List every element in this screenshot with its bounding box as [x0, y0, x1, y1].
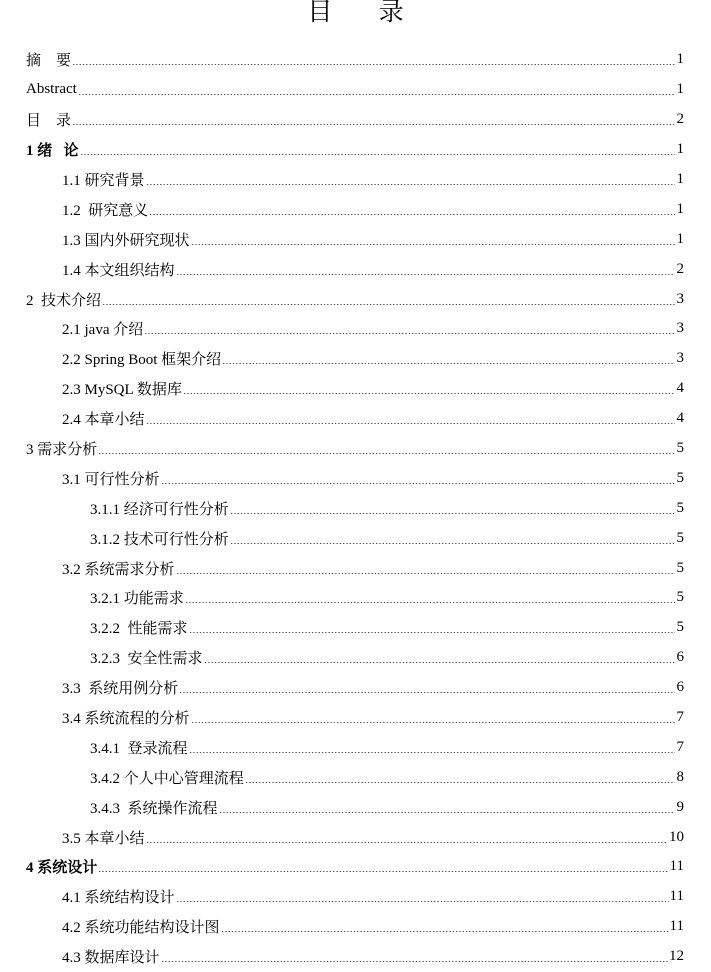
toc-entry-label: 4 系统设计	[26, 860, 98, 877]
toc-entry-label: 3.2.2 性能需求	[90, 621, 188, 638]
toc-entry[interactable]	[0, 314, 711, 344]
dot-leader	[146, 184, 675, 185]
toc-entry-page-number: 1	[676, 200, 684, 217]
toc-entry-page-number: 5	[676, 499, 684, 516]
toc-entry[interactable]	[0, 613, 711, 643]
toc-entry-label: 4.3 数据库设计	[62, 950, 160, 967]
dot-leader	[191, 244, 675, 245]
toc-entry-label: 3.4.3 系统操作流程	[90, 800, 218, 817]
toc-entry[interactable]	[0, 194, 711, 224]
toc-entry-page-number: 9	[676, 798, 684, 815]
toc-entry[interactable]	[0, 404, 711, 434]
toc-entry-page-number: 6	[676, 649, 684, 666]
toc-entry[interactable]	[0, 45, 711, 75]
toc-entry[interactable]	[0, 703, 711, 733]
toc-entry-label: 3.4.1 登录流程	[90, 740, 188, 757]
dot-leader	[102, 304, 675, 305]
toc-entry[interactable]	[0, 523, 711, 553]
dot-leader	[72, 64, 675, 65]
dot-leader	[161, 961, 668, 962]
dot-leader	[146, 842, 668, 843]
toc-entry-page-number: 8	[676, 768, 684, 785]
dot-leader	[222, 363, 675, 364]
dot-leader	[176, 573, 675, 574]
dot-leader	[183, 393, 675, 394]
toc-entry-label: 3.1.1 经济可行性分析	[90, 501, 229, 518]
toc-entry-label: 1.4 本文组织结构	[62, 262, 175, 279]
dot-leader	[219, 812, 675, 813]
toc-entry-label: 2 技术介绍	[26, 292, 102, 309]
toc-entry-page-number: 4	[676, 410, 684, 427]
toc-entry[interactable]	[0, 434, 711, 464]
dot-leader	[161, 483, 675, 484]
toc-entry-page-number: 10	[669, 828, 684, 845]
toc-entry-label: 2.4 本章小结	[62, 412, 145, 429]
toc-entry-label: 3.5 本章小结	[62, 830, 145, 847]
toc-entry-page-number: 1	[676, 171, 684, 187]
toc-entry-page-number: 5	[676, 529, 684, 546]
toc-entry-label: 3.1.2 技术可行性分析	[90, 531, 229, 548]
toc-entry[interactable]	[0, 762, 711, 792]
toc-entry-page-number: 7	[676, 709, 684, 726]
dot-leader	[189, 752, 675, 753]
toc-entry-label: 3 需求分析	[26, 442, 98, 459]
toc-entry[interactable]	[0, 224, 711, 254]
toc-entry[interactable]	[0, 852, 711, 882]
toc-entry-label: 3.2 系统需求分析	[62, 561, 175, 578]
toc-entry[interactable]	[0, 105, 711, 135]
toc-entry-page-number: 12	[669, 948, 684, 965]
toc-entry-page-number: 2	[676, 111, 684, 128]
toc-entry-label: 摘 要	[26, 53, 72, 70]
dot-leader	[179, 692, 675, 693]
toc-entry[interactable]	[0, 284, 711, 314]
dot-leader	[80, 154, 675, 155]
toc-entry-label: 2.3 MySQL 数据库	[62, 382, 182, 399]
toc-entry-page-number: 1	[676, 230, 684, 247]
toc-entry-page-number: 3	[676, 320, 684, 337]
toc-entry-page-number: 7	[676, 738, 684, 755]
toc-entry-page-number: 11	[669, 918, 684, 935]
toc-entry-label: Abstract	[26, 81, 77, 98]
dot-leader	[191, 722, 675, 723]
dot-leader	[176, 274, 675, 275]
toc-entry-page-number: 3	[676, 290, 684, 307]
toc-entry-page-number: 1	[676, 51, 684, 68]
toc-entry-label: 目 录	[26, 113, 72, 130]
toc-entry[interactable]	[0, 344, 711, 374]
toc-entry[interactable]	[0, 792, 711, 822]
toc-entry-page-number: 1	[676, 81, 684, 98]
toc-entry-label: 3.3 系统用例分析	[62, 681, 179, 698]
toc-entry[interactable]	[0, 553, 711, 583]
toc-entry[interactable]	[0, 75, 711, 105]
toc-entry-page-number: 1	[676, 141, 684, 158]
dot-leader	[176, 901, 669, 902]
toc-entry-page-number: 5	[676, 469, 684, 486]
toc-entry-page-number: 5	[676, 559, 684, 576]
dot-leader	[98, 871, 668, 872]
dot-leader	[221, 931, 669, 932]
toc-entry-label: 3.4.2 个人中心管理流程	[90, 770, 244, 787]
dot-leader	[230, 543, 675, 544]
toc-entry-page-number: 6	[676, 679, 684, 696]
toc-entry-label: 3.1 可行性分析	[62, 471, 160, 488]
toc-entry[interactable]	[0, 942, 711, 972]
toc-entry-label: 1.1 研究背景	[62, 173, 145, 189]
toc-entry[interactable]	[0, 882, 711, 912]
toc-entry-label: 1.2 研究意义	[62, 202, 149, 219]
toc-entry-label: 3.2.1 功能需求	[90, 591, 184, 608]
toc-entry-page-number: 5	[676, 589, 684, 606]
toc-entry[interactable]	[0, 374, 711, 404]
page-title: 目 录	[307, 0, 424, 26]
toc-entry[interactable]	[0, 643, 711, 673]
dot-leader	[146, 423, 675, 424]
toc-entry-page-number: 11	[669, 858, 684, 875]
dot-leader	[149, 214, 675, 215]
toc-entry[interactable]	[0, 822, 711, 852]
dot-leader	[185, 602, 675, 603]
dot-leader	[245, 782, 675, 783]
toc-entry-label: 2.2 Spring Boot 框架介绍	[62, 352, 222, 369]
toc-entry[interactable]	[0, 463, 711, 493]
dot-leader	[98, 453, 675, 454]
toc-entry-label: 1.3 国内外研究现状	[62, 232, 190, 249]
toc-entry-page-number: 5	[676, 619, 684, 636]
toc-entry[interactable]	[0, 165, 711, 195]
dot-leader	[144, 333, 675, 334]
toc-entry-page-number: 2	[676, 260, 684, 277]
dot-leader	[204, 662, 675, 663]
dot-leader	[230, 513, 675, 514]
table-of-contents	[0, 45, 711, 972]
dot-leader	[78, 94, 675, 95]
toc-entry[interactable]	[0, 254, 711, 284]
toc-entry-label: 3.4 系统流程的分析	[62, 711, 190, 728]
toc-entry-label: 4.1 系统结构设计	[62, 890, 175, 907]
toc-entry-label: 4.2 系统功能结构设计图	[62, 920, 220, 937]
toc-entry-label: 3.2.3 安全性需求	[90, 651, 203, 668]
dot-leader	[72, 124, 675, 125]
toc-entry-label: 1 绪 论	[26, 143, 79, 160]
toc-entry[interactable]	[0, 493, 711, 523]
toc-entry-page-number: 11	[669, 888, 684, 905]
toc-entry[interactable]	[0, 732, 711, 762]
toc-entry[interactable]	[0, 583, 711, 613]
toc-entry[interactable]	[0, 673, 711, 703]
toc-entry[interactable]	[0, 135, 711, 165]
toc-entry-page-number: 3	[676, 350, 684, 367]
toc-entry-page-number: 4	[676, 380, 684, 397]
toc-entry-page-number: 5	[676, 440, 684, 457]
toc-entry-label: 2.1 java 介绍	[62, 322, 144, 339]
toc-entry[interactable]	[0, 912, 711, 942]
dot-leader	[189, 632, 675, 633]
